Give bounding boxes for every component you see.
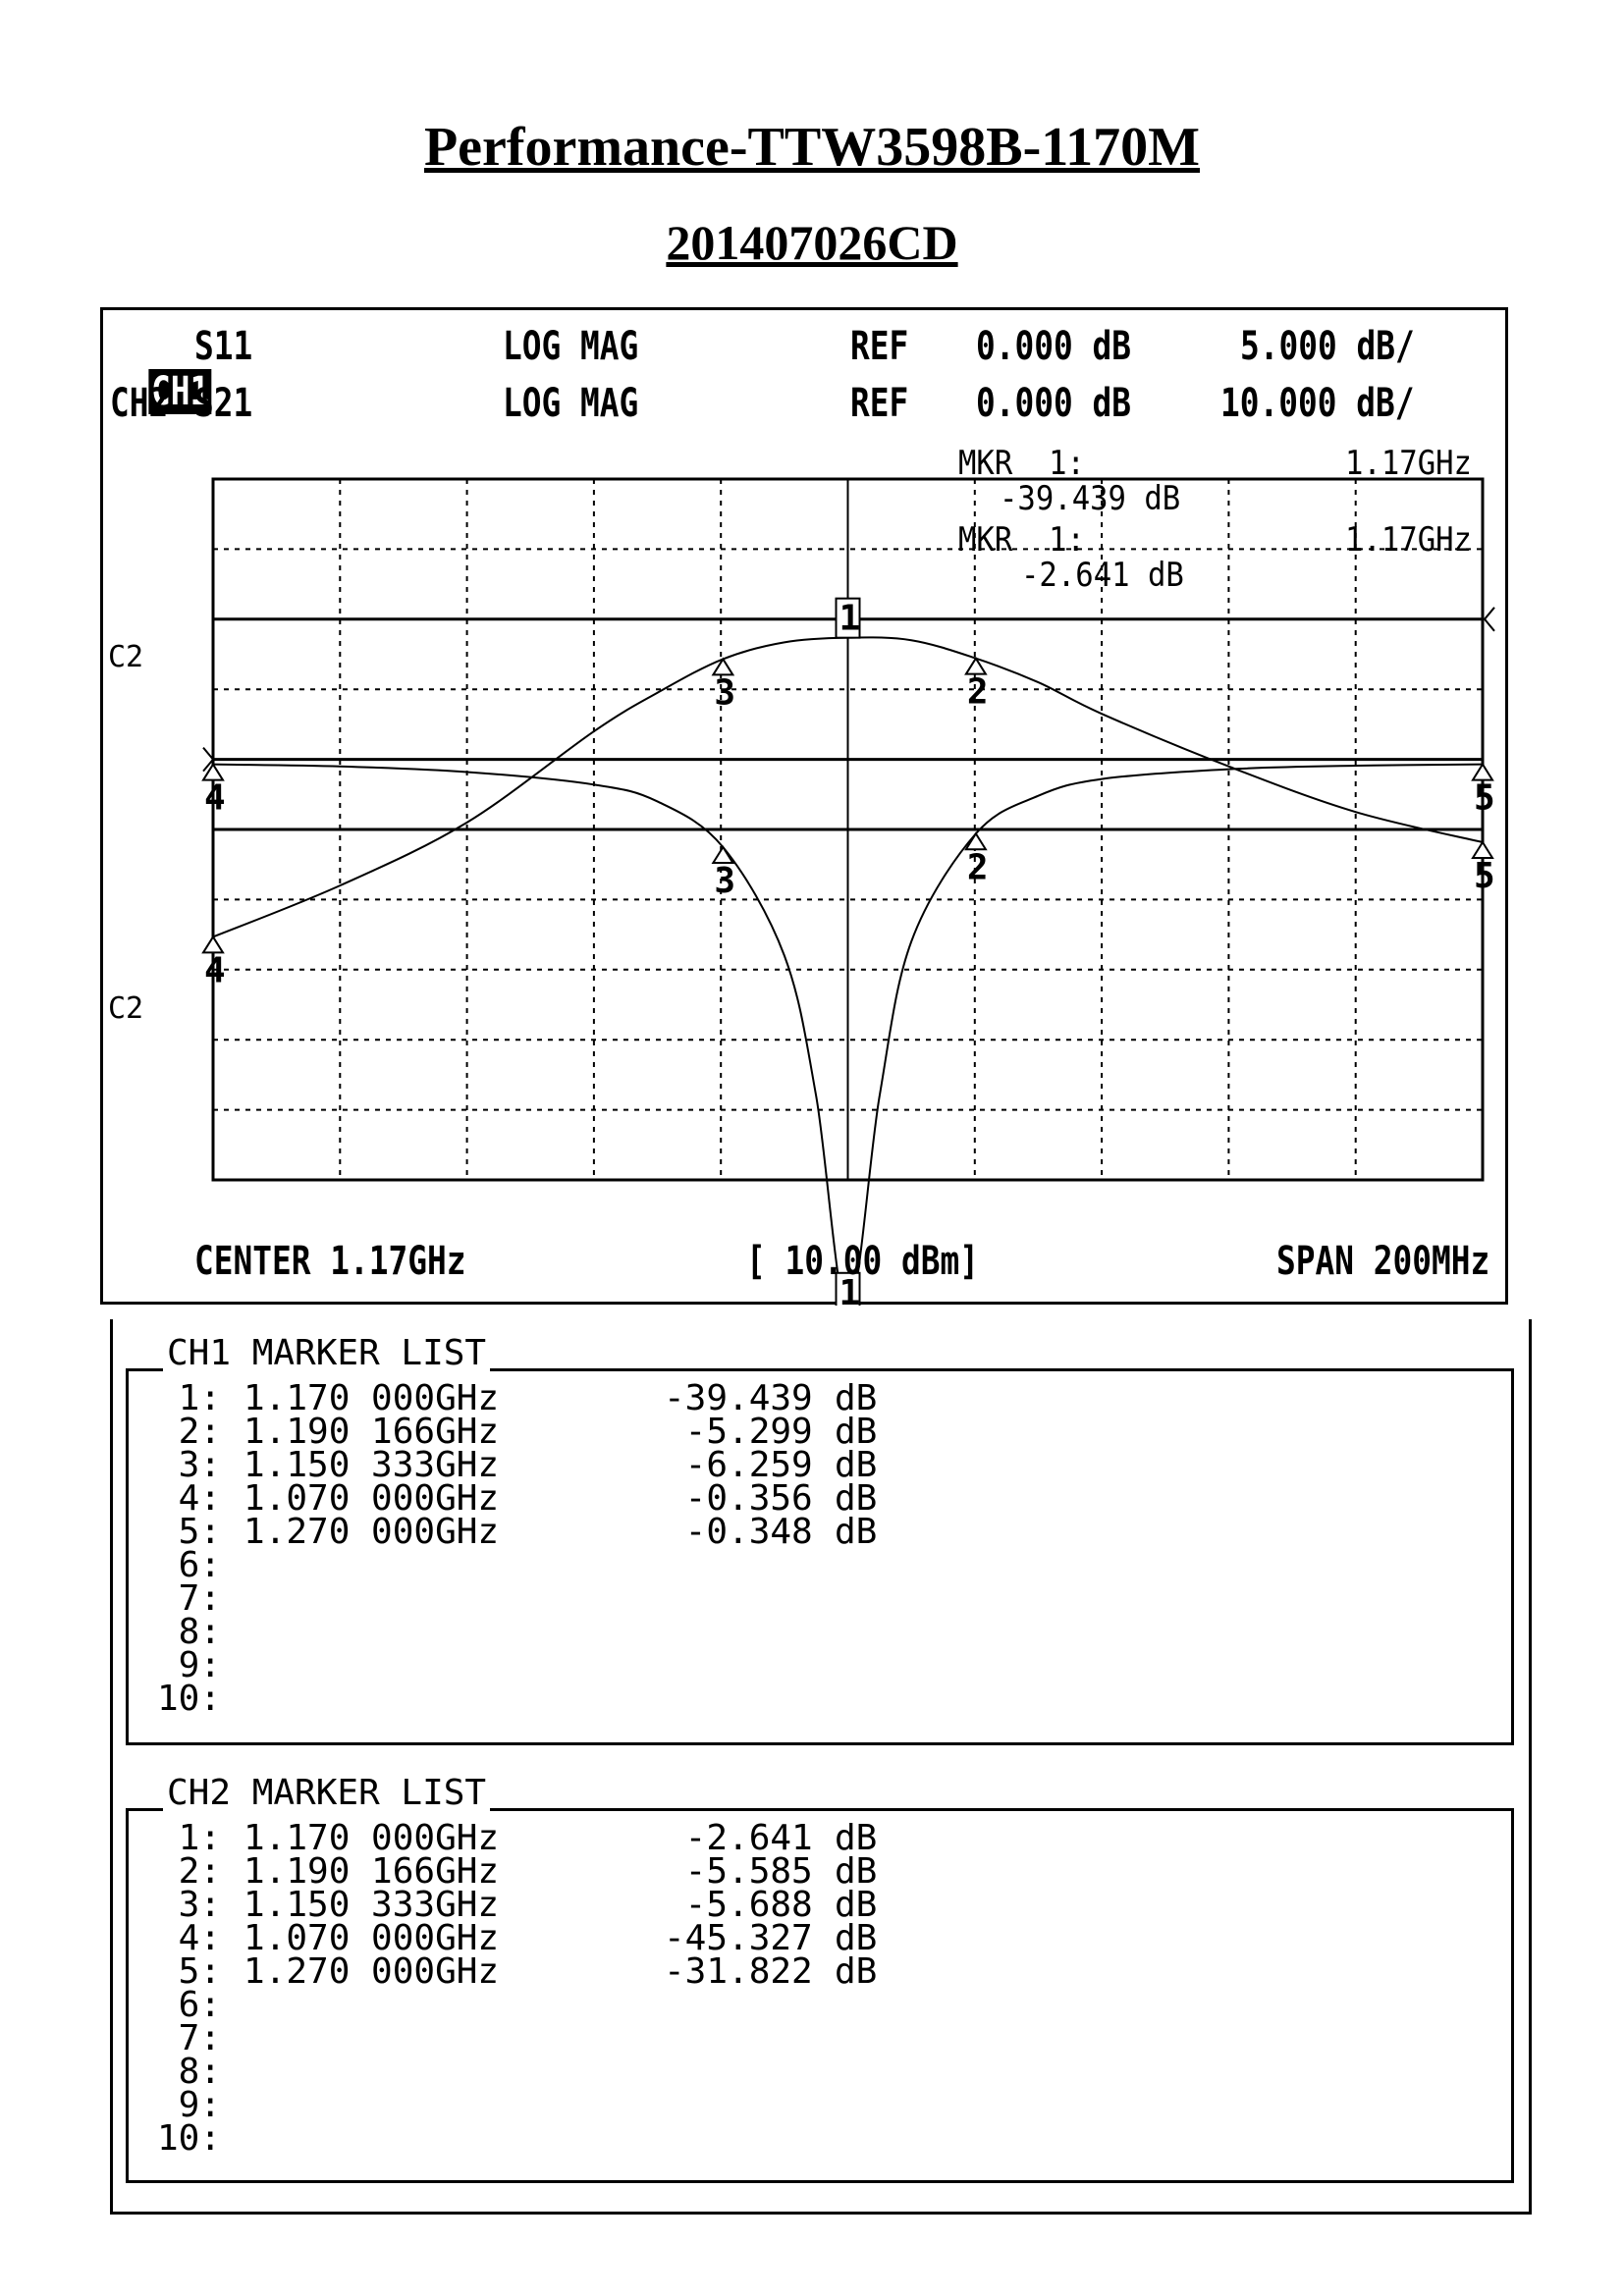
ch2-row-10-index: 10: <box>157 2118 222 2159</box>
marker-3-label-ch2: 3 <box>714 672 736 714</box>
center-frequency: CENTER 1.17GHz <box>194 1239 466 1284</box>
ch1-row-3-unit: dB <box>835 1445 878 1485</box>
ch1-row-2-index: 2: <box>157 1412 222 1452</box>
ch1-row-2-value: -5.299 <box>664 1412 813 1452</box>
ch2-row-2-unit: dB <box>835 1851 878 1892</box>
ch1-row-1-index: 1: <box>157 1378 222 1418</box>
ch1-format: LOG MAG <box>503 324 639 369</box>
marker-readout-val1: -39.439 dB <box>1000 479 1181 518</box>
ch2-channel-label: CH2 <box>110 381 169 426</box>
marker-5-label-ch1: 5 <box>1474 777 1495 819</box>
ch2-row-3-frequency: 1.150 333GHz <box>244 1885 500 1925</box>
ch1-row-1-frequency: 1.170 000GHz <box>244 1378 500 1418</box>
ch2-row-1-index: 1: <box>157 1818 222 1858</box>
marker-1-label-ch2: 1 <box>839 598 861 639</box>
ch1-row-8-index: 8: <box>157 1612 222 1652</box>
ch1-row-10-index: 10: <box>157 1679 222 1719</box>
ch2-row-4-index: 4: <box>157 1918 222 1958</box>
source-power: [ 10.00 dBm] <box>746 1239 979 1284</box>
ch1-row-4-value: -0.356 <box>664 1478 813 1519</box>
c2-label-lower: C2 <box>108 991 144 1026</box>
ch2-marker-list-heading: CH2 MARKER LIST <box>163 1773 490 1813</box>
marker-4-label-ch2: 4 <box>204 950 226 991</box>
marker-4-label-ch1: 4 <box>204 777 226 819</box>
page-title: Performance-TTW3598B-1170M <box>423 117 1201 178</box>
ch2-row-6-index: 6: <box>157 1985 222 2025</box>
ch1-row-4-index: 4: <box>157 1478 222 1519</box>
frequency-span: SPAN 200MHz <box>1276 1239 1490 1284</box>
ch1-ref-label: REF <box>850 324 909 369</box>
ch2-row-2-value: -5.585 <box>664 1851 813 1892</box>
marker-readout-line2: MKR 1: <box>958 520 1085 560</box>
marker-readout-freq2: 1.17GHz <box>1345 520 1472 560</box>
ch2-row-4-value: -45.327 <box>664 1918 813 1958</box>
ch1-row-9-index: 9: <box>157 1645 222 1685</box>
ch1-row-5-index: 5: <box>157 1512 222 1552</box>
ch2-row-5-value: -31.822 <box>664 1951 813 1992</box>
ch1-row-7-index: 7: <box>157 1578 222 1619</box>
ch1-row-1-value: -39.439 <box>664 1378 813 1418</box>
ch2-row-1-frequency: 1.170 000GHz <box>244 1818 500 1858</box>
ch1-row-2-frequency: 1.190 166GHz <box>244 1412 500 1452</box>
ch2-row-1-value: -2.641 <box>664 1818 813 1858</box>
ch2-row-5-index: 5: <box>157 1951 222 1992</box>
ch2-row-2-frequency: 1.190 166GHz <box>244 1851 500 1892</box>
ch2-row-2-index: 2: <box>157 1851 222 1892</box>
marker-2-label-ch1: 2 <box>966 847 989 888</box>
ch1-row-1-unit: dB <box>835 1378 878 1418</box>
ch2-row-4-unit: dB <box>835 1918 878 1958</box>
marker-readout-val2: -2.641 dB <box>1021 556 1184 595</box>
reference-arrow-right <box>1485 608 1494 631</box>
ch1-row-5-unit: dB <box>835 1512 878 1552</box>
ch2-row-5-unit: dB <box>835 1951 878 1992</box>
ch1-row-6-index: 6: <box>157 1545 222 1585</box>
marker-readout-line1: MKR 1: <box>958 444 1085 483</box>
ch2-row-9-index: 9: <box>157 2085 222 2125</box>
ch2-row-4-frequency: 1.070 000GHz <box>244 1918 500 1958</box>
ch1-row-5-frequency: 1.270 000GHz <box>244 1512 500 1552</box>
ch1-row-4-frequency: 1.070 000GHz <box>244 1478 500 1519</box>
ch1-marker-list-heading: CH1 MARKER LIST <box>163 1333 490 1373</box>
ch1-row-2-unit: dB <box>835 1412 878 1452</box>
marker-5-label-ch2: 5 <box>1474 856 1495 897</box>
marker-2-label-ch2: 2 <box>966 671 989 713</box>
ch2-ref-label: REF <box>850 381 909 426</box>
ch1-row-5-value: -0.348 <box>664 1512 813 1552</box>
ch2-scale: 10.000 dB/ <box>1220 381 1415 426</box>
ch1-row-3-index: 3: <box>157 1445 222 1485</box>
ch2-row-1-unit: dB <box>835 1818 878 1858</box>
ch1-row-3-frequency: 1.150 333GHz <box>244 1445 500 1485</box>
marker-1-label-ch1: 1 <box>839 1272 861 1306</box>
ch2-format: LOG MAG <box>503 381 639 426</box>
ch2-row-8-index: 8: <box>157 2052 222 2092</box>
ch2-row-3-unit: dB <box>835 1885 878 1925</box>
ch1-channel-label: CH1 <box>149 369 212 414</box>
ch1-param: S11 <box>194 324 253 369</box>
ch2-param: S21 <box>194 381 253 426</box>
ch1-row-4-unit: dB <box>835 1478 878 1519</box>
c2-label-upper: C2 <box>108 640 144 674</box>
ch1-ref-value: 0.000 dB <box>976 324 1131 369</box>
ch1-scale: 5.000 dB/ <box>1240 324 1415 369</box>
ch2-row-5-frequency: 1.270 000GHz <box>244 1951 500 1992</box>
marker-3-label-ch1: 3 <box>714 860 736 901</box>
ch1-row-3-value: -6.259 <box>664 1445 813 1485</box>
ch2-ref-value: 0.000 dB <box>976 381 1131 426</box>
marker-readout-freq1: 1.17GHz <box>1345 444 1472 483</box>
page-subtitle: 201407026CD <box>666 215 958 270</box>
ch2-row-3-value: -5.688 <box>664 1885 813 1925</box>
ch2-row-3-index: 3: <box>157 1885 222 1925</box>
ch2-row-7-index: 7: <box>157 2018 222 2058</box>
